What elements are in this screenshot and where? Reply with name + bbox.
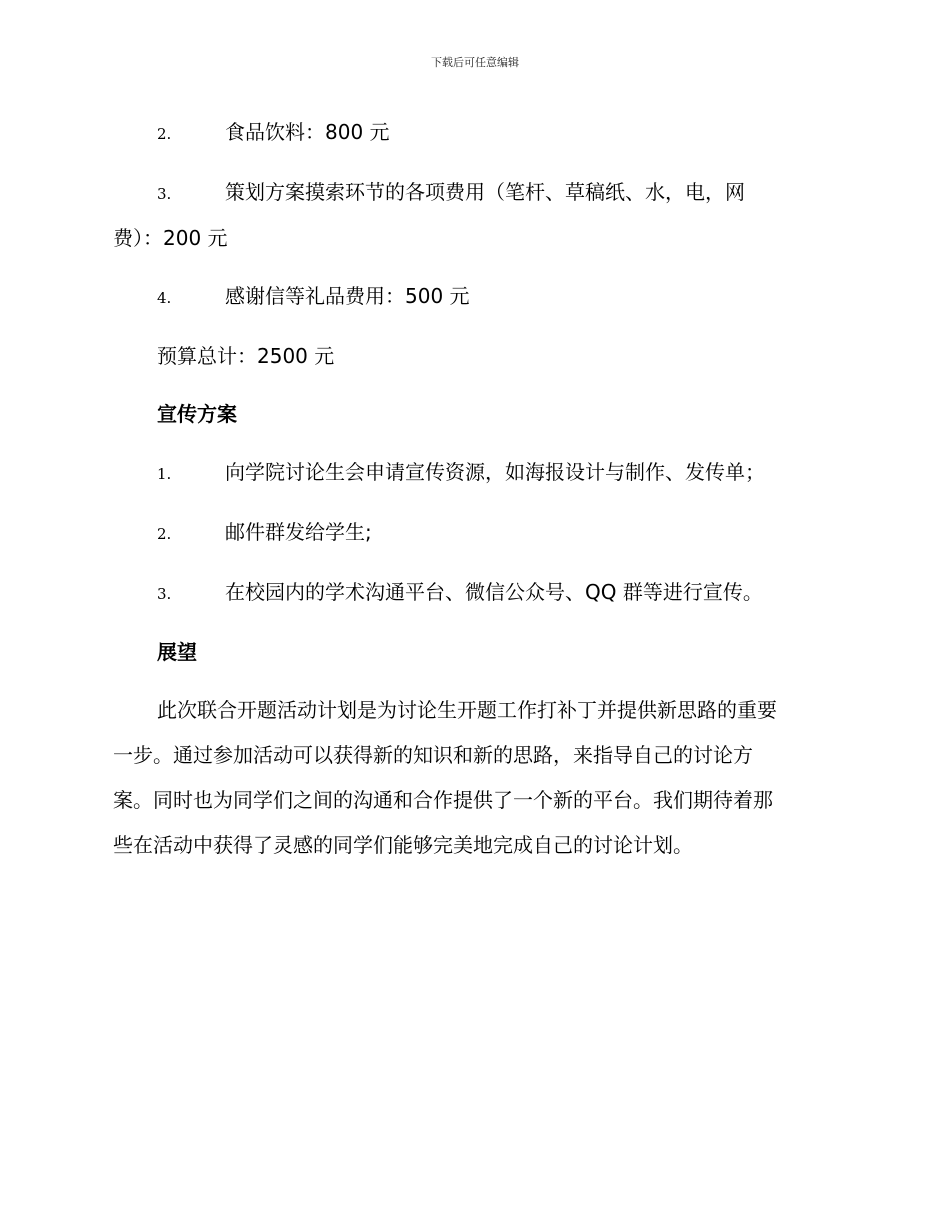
list-item-text: 感谢信等礼品费用：500 元 bbox=[225, 284, 470, 308]
promotion-item-3 bbox=[113, 570, 833, 616]
list-number: 4. bbox=[157, 289, 172, 307]
paragraph-line: 一步。通过参加活动可以获得新的知识和新的思路，来指导自己的讨论方 bbox=[113, 743, 753, 767]
budget-item-planning bbox=[113, 170, 833, 260]
section-heading-outlook: 展望 bbox=[157, 640, 197, 664]
list-number: 1. bbox=[157, 465, 172, 483]
paragraph-line: 些在活动中获得了灵感的同学们能够完美地完成自己的讨论计划。 bbox=[113, 833, 693, 857]
outlook-paragraph bbox=[113, 688, 833, 868]
list-number: 2. bbox=[157, 525, 172, 543]
page-header-note: 下载后可任意编辑 bbox=[431, 56, 519, 69]
list-item-text: 邮件群发给学生; bbox=[225, 520, 372, 544]
list-item-text: 策划方案摸索环节的各项费用（笔杆、草稿纸、水，电，网 bbox=[225, 180, 745, 204]
promotion-item-1 bbox=[113, 450, 833, 496]
document-body bbox=[113, 110, 833, 868]
budget-total: 预算总计：2500 元 bbox=[157, 344, 335, 368]
list-item-text: 在校园内的学术沟通平台、微信公众号、QQ 群等进行宣传。 bbox=[225, 580, 763, 604]
budget-item-gifts bbox=[113, 274, 833, 320]
list-item-continuation: 费）：200 元 bbox=[113, 226, 228, 250]
list-item-text: 食品饮料：800 元 bbox=[225, 120, 390, 144]
list-number: 3. bbox=[157, 585, 172, 603]
paragraph-line: 此次联合开题活动计划是为讨论生开题工作打补丁并提供新思路的重要 bbox=[157, 698, 777, 722]
list-item-text: 向学院讨论生会申请宣传资源，如海报设计与制作、发传单； bbox=[225, 460, 765, 484]
section-heading-promotion: 宣传方案 bbox=[157, 402, 237, 426]
promotion-item-2 bbox=[113, 510, 833, 556]
budget-item-food bbox=[113, 110, 833, 156]
paragraph-line: 案。同时也为同学们之间的沟通和合作提供了一个新的平台。我们期待着那 bbox=[113, 788, 773, 812]
list-number: 2. bbox=[157, 125, 172, 143]
list-number: 3. bbox=[157, 185, 172, 203]
